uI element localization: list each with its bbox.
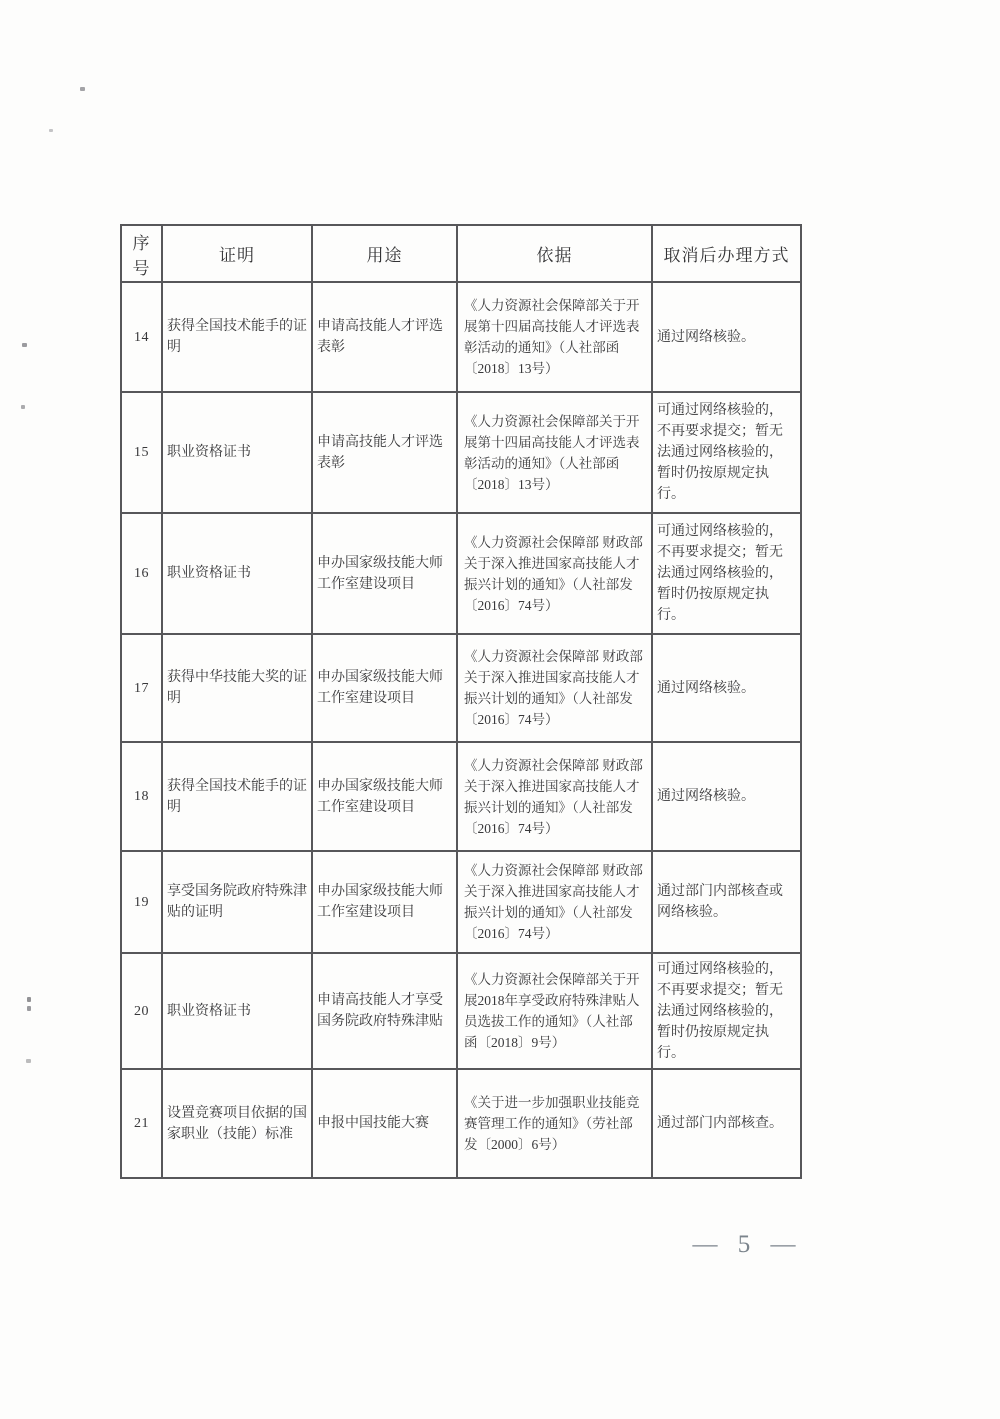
cell-basis: 《人力资源社会保障部关于开展第十四届高技能人才评选表彰活动的通知》（人社部函〔2018〕13号）: [457, 282, 652, 392]
cell-basis: 《人力资源社会保障部关于开展第十四届高技能人才评选表彰活动的通知》（人社部函〔2018〕13号）: [457, 392, 652, 513]
table-row: [121, 953, 801, 1069]
scan-speck: [27, 1006, 31, 1011]
table-row: [121, 392, 801, 513]
cell-certificate: 职业资格证书: [162, 953, 312, 1069]
cell-method: 通过部门内部核查。: [652, 1069, 801, 1178]
cell-certificate: 获得全国技术能手的证明: [162, 282, 312, 392]
cell-serial: 17: [121, 634, 162, 742]
cell-method: 通过部门内部核查或网络核验。: [652, 851, 801, 953]
cell-basis: 《人力资源社会保障部 财政部关于深入推进国家高技能人才振兴计划的通知》（人社部发〔2016〕74号）: [457, 851, 652, 953]
cell-method: 通过网络核验。: [652, 742, 801, 851]
cell-basis: 《人力资源社会保障部 财政部关于深入推进国家高技能人才振兴计划的通知》（人社部发〔2016〕74号）: [457, 634, 652, 742]
cell-method: 可通过网络核验的，不再要求提交；暂无法通过网络核验的，暂时仍按原规定执行。: [652, 953, 801, 1069]
scan-speck: [80, 87, 85, 91]
cell-purpose: 申办国家级技能大师工作室建设项目: [312, 513, 457, 634]
header-purpose: 用途: [312, 225, 457, 282]
cell-serial: 15: [121, 392, 162, 513]
cell-purpose: 申报中国技能大赛: [312, 1069, 457, 1178]
cell-certificate: 获得全国技术能手的证明: [162, 742, 312, 851]
cell-method: 通过网络核验。: [652, 282, 801, 392]
cell-purpose: 申办国家级技能大师工作室建设项目: [312, 742, 457, 851]
header-serial-number: 序号: [121, 225, 162, 282]
cell-certificate: 职业资格证书: [162, 392, 312, 513]
cell-serial: 14: [121, 282, 162, 392]
cell-purpose: 申办国家级技能大师工作室建设项目: [312, 851, 457, 953]
table-row: [121, 1069, 801, 1178]
cell-basis: 《人力资源社会保障部 财政部关于深入推进国家高技能人才振兴计划的通知》（人社部发〔2016〕74号）: [457, 513, 652, 634]
scan-speck: [22, 343, 27, 347]
header-basis: 依据: [457, 225, 652, 282]
cell-serial: 16: [121, 513, 162, 634]
table-row: [121, 282, 801, 392]
cell-method: 通过网络核验。: [652, 634, 801, 742]
header-method-after-cancellation: 取消后办理方式: [652, 225, 801, 282]
cell-method: 可通过网络核验的，不再要求提交；暂无法通过网络核验的，暂时仍按原规定执行。: [652, 513, 801, 634]
cell-purpose: 申请高技能人才享受国务院政府特殊津贴: [312, 953, 457, 1069]
cell-purpose: 申请高技能人才评选表彰: [312, 282, 457, 392]
cell-serial: 18: [121, 742, 162, 851]
footer-page-number: — 5 —: [692, 1231, 798, 1258]
table-row: [121, 513, 801, 634]
cell-purpose: 申办国家级技能大师工作室建设项目: [312, 634, 457, 742]
header-certificate: 证明: [162, 225, 312, 282]
scan-speck: [49, 129, 53, 132]
cell-certificate: 设置竞赛项目依据的国家职业（技能）标准: [162, 1069, 312, 1178]
scan-speck: [27, 997, 31, 1002]
cell-certificate: 职业资格证书: [162, 513, 312, 634]
cell-serial: 20: [121, 953, 162, 1069]
table-header-row: [121, 225, 801, 282]
cell-certificate: 获得中华技能大奖的证明: [162, 634, 312, 742]
table-row: [121, 634, 801, 742]
cancelled-certificates-table: [120, 224, 802, 1179]
cell-certificate: 享受国务院政府特殊津贴的证明: [162, 851, 312, 953]
cell-serial: 19: [121, 851, 162, 953]
table-row: [121, 851, 801, 953]
scan-speck: [26, 1059, 31, 1063]
cell-basis: 《人力资源社会保障部关于开展2018年享受政府特殊津贴人员选拔工作的通知》（人社部函〔2018〕9号）: [457, 953, 652, 1069]
cell-basis: 《人力资源社会保障部 财政部关于深入推进国家高技能人才振兴计划的通知》（人社部发〔2016〕74号）: [457, 742, 652, 851]
cell-purpose: 申请高技能人才评选表彰: [312, 392, 457, 513]
cell-serial: 21: [121, 1069, 162, 1178]
cell-basis: 《关于进一步加强职业技能竞赛管理工作的通知》（劳社部发〔2000〕6号）: [457, 1069, 652, 1178]
table-row: [121, 742, 801, 851]
scan-speck: [21, 405, 25, 409]
cell-method: 可通过网络核验的，不再要求提交；暂无法通过网络核验的，暂时仍按原规定执行。: [652, 392, 801, 513]
